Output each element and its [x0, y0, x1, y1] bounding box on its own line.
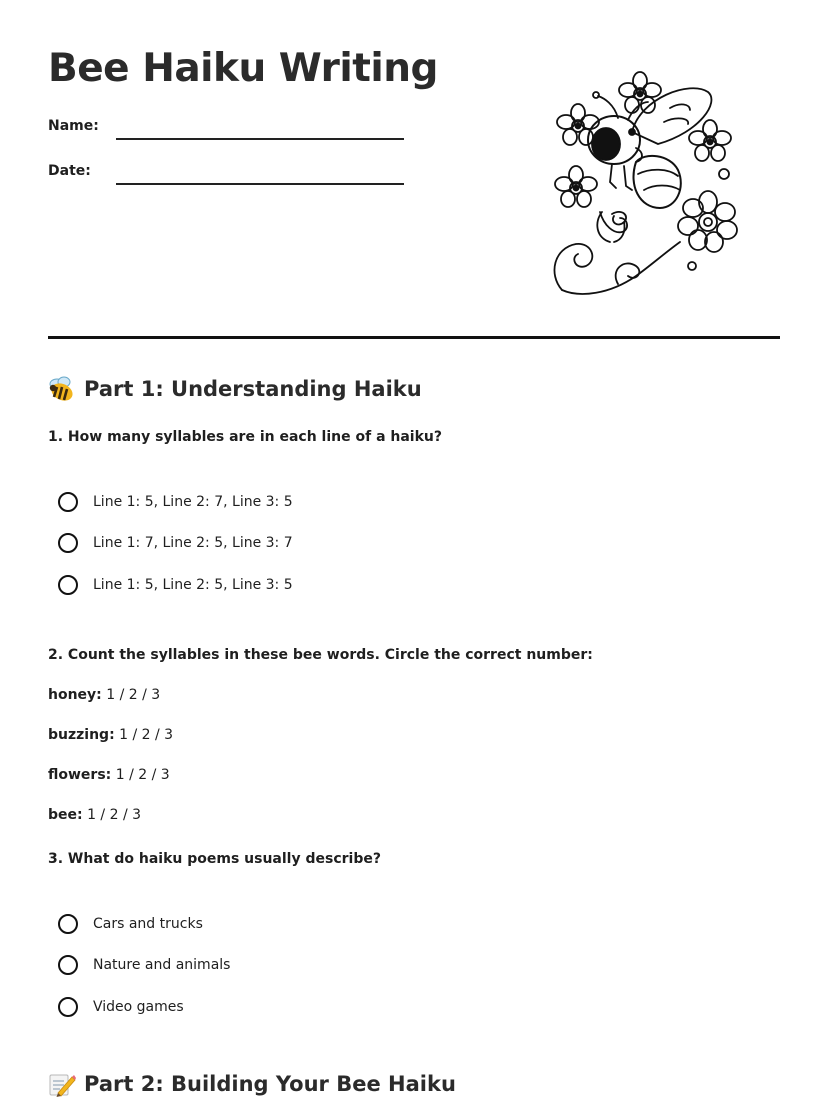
radio-circle[interactable] [58, 997, 78, 1017]
syllable-word-row [48, 767, 170, 783]
syllable-word: bee: [48, 807, 83, 823]
q3-option-1[interactable] [58, 914, 203, 934]
option-label: Cars and trucks [93, 916, 203, 932]
syllable-word: buzzing: [48, 727, 115, 743]
radio-circle[interactable] [58, 492, 78, 512]
part2-heading-text: Part 2: Building Your Bee Haiku [84, 1072, 456, 1096]
question-3: 3. What do haiku poems usually describe? [48, 851, 381, 867]
question-2: 2. Count the syllables in these bee words. Circle the correct number: [48, 647, 593, 663]
radio-circle[interactable] [58, 955, 78, 975]
worksheet-title: Bee Haiku Writing [48, 46, 438, 91]
part1-heading-text: Part 1: Understanding Haiku [84, 377, 422, 401]
syllable-word: flowers: [48, 767, 112, 783]
q1-option-1[interactable] [58, 492, 293, 512]
syllable-word-row [48, 687, 160, 703]
option-label: Nature and animals [93, 957, 231, 973]
syllable-word-row [48, 727, 173, 743]
option-label: Video games [93, 999, 184, 1015]
syllable-word: honey: [48, 687, 102, 703]
syllable-word-row [48, 807, 141, 823]
radio-circle[interactable] [58, 575, 78, 595]
name-line[interactable] [116, 138, 404, 140]
q3-option-2[interactable] [58, 955, 230, 975]
name-label: Name: [48, 118, 99, 134]
radio-circle[interactable] [58, 914, 78, 934]
q3-option-3[interactable] [58, 997, 184, 1017]
date-label: Date: [48, 163, 91, 179]
section-divider [48, 336, 780, 339]
radio-circle[interactable] [58, 533, 78, 553]
part2-heading [48, 1071, 456, 1097]
bee-emoji-icon [48, 376, 76, 402]
date-line[interactable] [116, 183, 404, 185]
option-label: Line 1: 5, Line 2: 5, Line 3: 5 [93, 577, 293, 593]
option-label: Line 1: 7, Line 2: 5, Line 3: 7 [93, 535, 293, 551]
q1-option-3[interactable] [58, 575, 293, 595]
question-1: 1. How many syllables are in each line of a haiku? [48, 429, 442, 445]
bee-flowers-illustration [540, 62, 750, 300]
syllable-choices[interactable]: 1 / 2 / 3 [115, 767, 170, 783]
syllable-choices[interactable]: 1 / 2 / 3 [87, 807, 142, 823]
option-label: Line 1: 5, Line 2: 7, Line 3: 5 [93, 494, 293, 510]
syllable-choices[interactable]: 1 / 2 / 3 [119, 727, 174, 743]
q1-option-2[interactable] [58, 533, 293, 553]
syllable-choices[interactable]: 1 / 2 / 3 [106, 687, 161, 703]
part1-heading [48, 376, 422, 402]
memo-pencil-icon [48, 1071, 76, 1097]
